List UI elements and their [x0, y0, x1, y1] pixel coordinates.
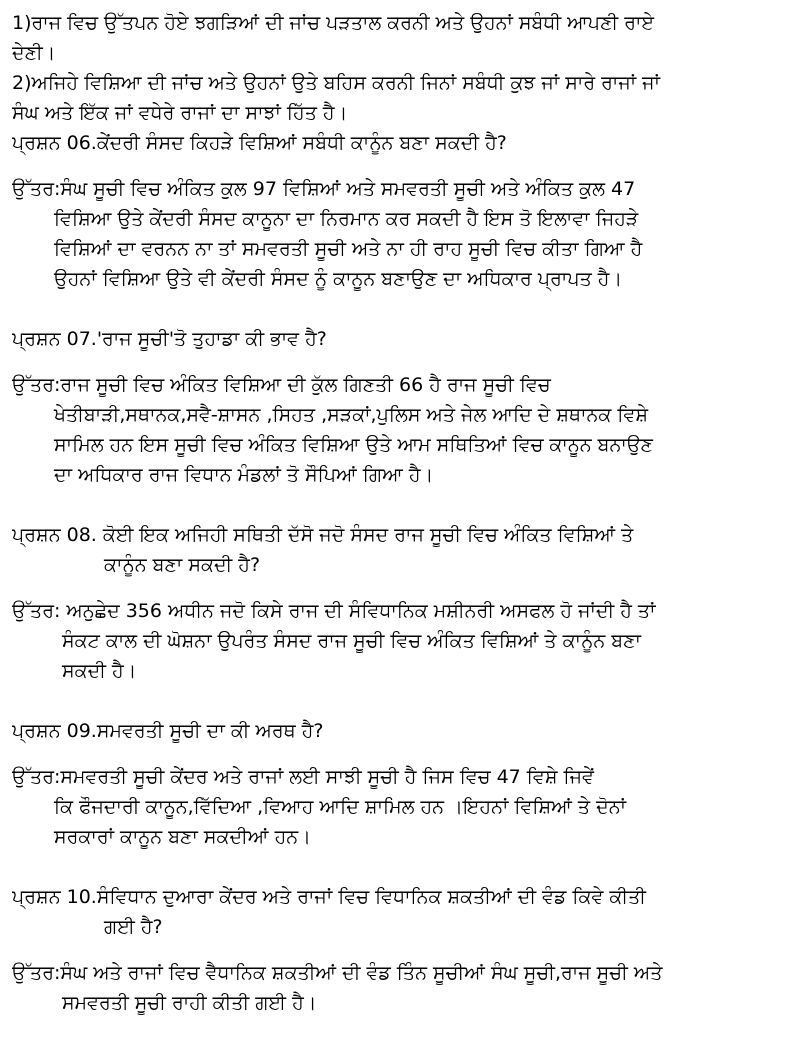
answer-line: ਉੱਤਰ:ਸਮਵਰਤੀ ਸੂਚੀ ਕੇਂਦਰ ਅਤੇ ਰਾਜਾਂ ਲਈ ਸਾਝੀ ਸੂਚੀ ਹੈ ਜਿਸ ਵਿਚ 47 ਵਿਸ਼ੇ ਜਿਵੇਂ: [12, 766, 594, 788]
question-10: [12, 882, 782, 942]
question-09: [12, 716, 782, 746]
intro-line: 1)ਰਾਜ ਵਿਚ ਉੱਤਪਨ ਹੋਏ ਝਗੜਿਆਂ ਦੀ ਜਾਂਚ ਪੜਤਾਲ ਕਰਨੀ ਅਤੇ ਉਹਨਾਂ ਸਬੰਧੀ ਆਪਣੀ ਰਾਏ: [12, 12, 655, 34]
answer-line: ਸਮਵਰਤੀ ਸੂਚੀ ਰਾਹੀ ਕੀਤੀ ਗਈ ਹੈ।: [62, 992, 317, 1014]
intro-line: ਸੰਘ ਅਤੇ ਇੱਕ ਜਾਂ ਵਧੇਰੇ ਰਾਜਾਂ ਦਾ ਸਾਝਾਂ ਹਿੱਤ ਹੈ।: [12, 102, 348, 124]
answer-line: ਦਾ ਅਧਿਕਾਰ ਰਾਜ ਵਿਧਾਨ ਮੰਡਲਾਂ ਤੋ ਸੌਪਿਆਂ ਗਿਆ ਹੈ।: [54, 464, 434, 486]
spacer: [12, 580, 782, 596]
spacer: [12, 746, 782, 762]
question-07: [12, 324, 782, 354]
answer-line: ਸਰਕਾਰਾਂ ਕਾਨੂਨ ਬਣਾ ਸਕਦੀਆਂ ਹਨ।: [54, 826, 311, 848]
question-text: ਪ੍ਰਸ਼ਨ 10.ਸੰਵਿਧਾਨ ਦੁਆਰਾ ਕੇਂਦਰ ਅਤੇ ਰਾਜਾਂ ਵਿਚ ਵਿਧਾਨਿਕ ਸ਼ਕਤੀਆਂ ਦੀ ਵੰਡ ਕਿਵੇ ਕੀਤੀ: [12, 886, 646, 908]
question-text: ਪ੍ਰਸ਼ਨ 07.'ਰਾਜ ਸੂਚੀ'ਤੋ ਤੁਹਾਡਾ ਕੀ ਭਾਵ ਹੈ?: [12, 328, 327, 350]
answer-line: ਉੱਤਰ: ਅਨੁਛੇਦ 356 ਅਧੀਨ ਜਦੋ ਕਿਸੇ ਰਾਜ ਦੀ ਸੰਵਿਧਾਨਿਕ ਮਸ਼ੀਨਰੀ ਅਸਫਲ ਹੋ ਜਾਂਦੀ ਹੈ ਤਾਂ: [12, 600, 656, 622]
answer-line: ਉੱਤਰ:ਸੰਘ ਅਤੇ ਰਾਜਾਂ ਵਿਚ ਵੈਧਾਨਿਕ ਸ਼ਕਤੀਆਂ ਦੀ ਵੰਡ ਤਿੰਨ ਸੂਚੀਆਂ ਸੰਘ ਸੂਚੀ,ਰਾਜ ਸੂਚੀ ਅਤੇ: [12, 962, 663, 984]
spacer: [12, 490, 782, 520]
answer-09: [12, 762, 782, 852]
question-text: ਕਾਨੂੰਨ ਬਣਾ ਸਕਦੀ ਹੈ?: [104, 554, 261, 576]
spacer: [12, 158, 782, 174]
spacer: [12, 686, 782, 716]
intro-paragraph: [12, 8, 782, 128]
answer-line: ਉੱਤਰ:ਰਾਜ ਸੂਚੀ ਵਿਚ ਅੰਕਿਤ ਵਿਸ਼ਿਆ ਦੀ ਕੁੱਲ ਗਿਣਤੀ 66 ਹੈ ਰਾਜ ਸੂਚੀ ਵਿਚ: [12, 374, 551, 396]
spacer: [12, 294, 782, 324]
question-text: ਪ੍ਰਸ਼ਨ 08. ਕੋਈ ਇਕ ਅਜਿਹੀ ਸਥਿਤੀ ਦੱਸੋ ਜਦੋ ਸੰਸਦ ਰਾਜ ਸੂਚੀ ਵਿਚ ਅੰਕਿਤ ਵਿਸ਼ਿਆਂ ਤੇ: [12, 524, 634, 546]
answer-line: ਉਹਨਾਂ ਵਿਸ਼ਿਆ ਉਤੇ ਵੀ ਕੇਂਦਰੀ ਸੰਸਦ ਨੂੰ ਕਾਨੂਨ ਬਣਾਉਣ ਦਾ ਅਧਿਕਾਰ ਪ੍ਰਾਪਤ ਹੈ।: [54, 268, 623, 290]
answer-line: ਸੰਕਟ ਕਾਲ ਦੀ ਘੋਸ਼ਨਾ ਉਪਰੰਤ ਸੰਸਦ ਰਾਜ ਸੂਚੀ ਵਿਚ ਅੰਕਿਤ ਵਿਸ਼ਿਆਂ ਤੇ ਕਾਨੂੰਨ ਬਣਾ: [62, 630, 641, 652]
answer-07: [12, 370, 782, 490]
spacer: [12, 942, 782, 958]
question-text: ਪ੍ਰਸ਼ਨ 09.ਸਮਵਰਤੀ ਸੂਚੀ ਦਾ ਕੀ ਅਰਥ ਹੈ?: [12, 720, 324, 742]
answer-line: ਸਾਮਿਲ ਹਨ ਇਸ ਸੂਚੀ ਵਿਚ ਅੰਕਿਤ ਵਿਸ਼ਿਆ ਉਤੇ ਆਮ ਸਥਿਤਿਆਂ ਵਿਚ ਕਾਨੂਨ ਬਨਾਉਣ: [54, 434, 653, 456]
answer-line: ਵਿਸ਼ਿਆਂ ਦਾ ਵਰਨਨ ਨਾ ਤਾਂ ਸਮਵਰਤੀ ਸੂਚੀ ਅਤੇ ਨਾ ਹੀ ਰਾਹ ਸੂਚੀ ਵਿਚ ਕੀਤਾ ਗਿਆ ਹੈ: [54, 238, 643, 260]
question-06: [12, 128, 782, 158]
intro-line: 2)ਅਜਿਹੇ ਵਿਸ਼ਿਆ ਦੀ ਜਾਂਚ ਅਤੇ ਉਹਨਾਂ ਉਤੇ ਬਹਿਸ ਕਰਨੀ ਜਿਨਾਂ ਸਬੰਧੀ ਕੁਝ ਜਾਂ ਸਾਰੇ ਰਾਜਾਂ ਜਾਂ: [12, 72, 660, 94]
intro-line: ਦੇਣੀ।: [12, 42, 56, 64]
question-text: ਪ੍ਰਸ਼ਨ 06.ਕੇਂਦਰੀ ਸੰਸਦ ਕਿਹੜੇ ਵਿਸ਼ਿਆਂ ਸਬੰਧੀ ਕਾਨੂੰਨ ਬਣਾ ਸਕਦੀ ਹੈ?: [12, 132, 507, 154]
answer-line: ਸਕਦੀ ਹੈ।: [62, 660, 137, 682]
answer-line: ਉੱਤਰ:ਸੰਘ ਸੂਚੀ ਵਿਚ ਅੰਕਿਤ ਕੁਲ 97 ਵਿਸ਼ਿਆਂ ਅਤੇ ਸਮਵਰਤੀ ਸੂਚੀ ਅਤੇ ਅੰਕਿਤ ਕੁਲ 47: [12, 178, 636, 200]
question-text: ਗਈ ਹੈ?: [104, 916, 163, 938]
answer-10: [12, 958, 782, 1018]
answer-08: [12, 596, 782, 686]
spacer: [12, 354, 782, 370]
answer-line: ਕਿ ਫੌਜਦਾਰੀ ਕਾਨੂਨ,ਵਿੱਦਿਆ ,ਵਿਆਹ ਆਦਿ ਸ਼ਾਮਿਲ ਹਨ ।ਇਹਨਾਂ ਵਿਸ਼ਿਆਂ ਤੇ ਦੋਨਾਂ: [54, 796, 626, 818]
spacer: [12, 852, 782, 882]
answer-line: ਵਿਸ਼ਿਆ ਉਤੇ ਕੇਂਦਰੀ ਸੰਸਦ ਕਾਨੂਨਾ ਦਾ ਨਿਰਮਾਨ ਕਰ ਸਕਦੀ ਹੈ ਇਸ ਤੋ ਇਲਾਵਾ ਜਿਹੜੇ: [54, 208, 639, 230]
question-08: [12, 520, 782, 580]
answer-line: ਖੇਤੀਬਾੜੀ,ਸਥਾਨਕ,ਸਵੈ-ਸ਼ਾਸਨ ,ਸਿਹਤ ,ਸੜਕਾਂ,ਪੁਲਿਸ ਅਤੇ ਜੇਲ ਆਦਿ ਦੇ ਸ਼ਥਾਨਕ ਵਿਸ਼ੇ: [54, 404, 649, 426]
answer-06: [12, 174, 782, 294]
